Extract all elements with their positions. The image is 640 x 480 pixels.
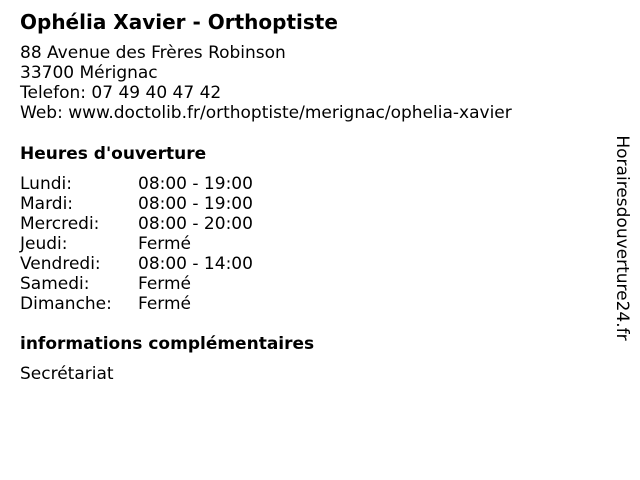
hours-value: Fermé: [138, 274, 192, 294]
city-address: 33700 Mérignac: [20, 63, 158, 83]
day-label: Vendredi:: [20, 254, 101, 274]
day-label: Jeudi:: [20, 234, 68, 254]
opening-hours-heading: Heures d'ouverture: [20, 144, 207, 164]
day-label: Mardi:: [20, 194, 74, 214]
contact-block: [20, 43, 512, 123]
hours-value: 08:00 - 19:00: [138, 174, 253, 194]
website-link[interactable]: Web: www.doctolib.fr/orthoptiste/merignac/ophelia-xavier: [20, 103, 512, 123]
day-label: Mercredi:: [20, 214, 100, 234]
hours-row-thursday: [20, 234, 253, 254]
hours-value: 08:00 - 14:00: [138, 254, 253, 274]
day-label: Lundi:: [20, 174, 72, 194]
hours-row-friday: [20, 254, 253, 274]
site-watermark: Horairesdouverture24.fr: [612, 135, 632, 341]
hours-value: Fermé: [138, 234, 192, 254]
hours-row-sunday: [20, 294, 253, 314]
opening-hours-table: [20, 174, 253, 314]
day-label: Samedi:: [20, 274, 90, 294]
hours-value: 08:00 - 19:00: [138, 194, 253, 214]
page-title: Ophélia Xavier - Orthoptiste: [20, 10, 338, 34]
hours-value: Fermé: [138, 294, 192, 314]
day-label: Dimanche:: [20, 294, 112, 314]
hours-value: 08:00 - 20:00: [138, 214, 253, 234]
phone-number: Telefon: 07 49 40 47 42: [20, 83, 222, 103]
additional-info-text: Secrétariat: [20, 364, 114, 384]
hours-row-wednesday: [20, 214, 253, 234]
street-address: 88 Avenue des Frères Robinson: [20, 43, 286, 63]
additional-info-heading: informations complémentaires: [20, 334, 315, 354]
hours-row-saturday: [20, 274, 253, 294]
hours-row-monday: [20, 174, 253, 194]
hours-row-tuesday: [20, 194, 253, 214]
